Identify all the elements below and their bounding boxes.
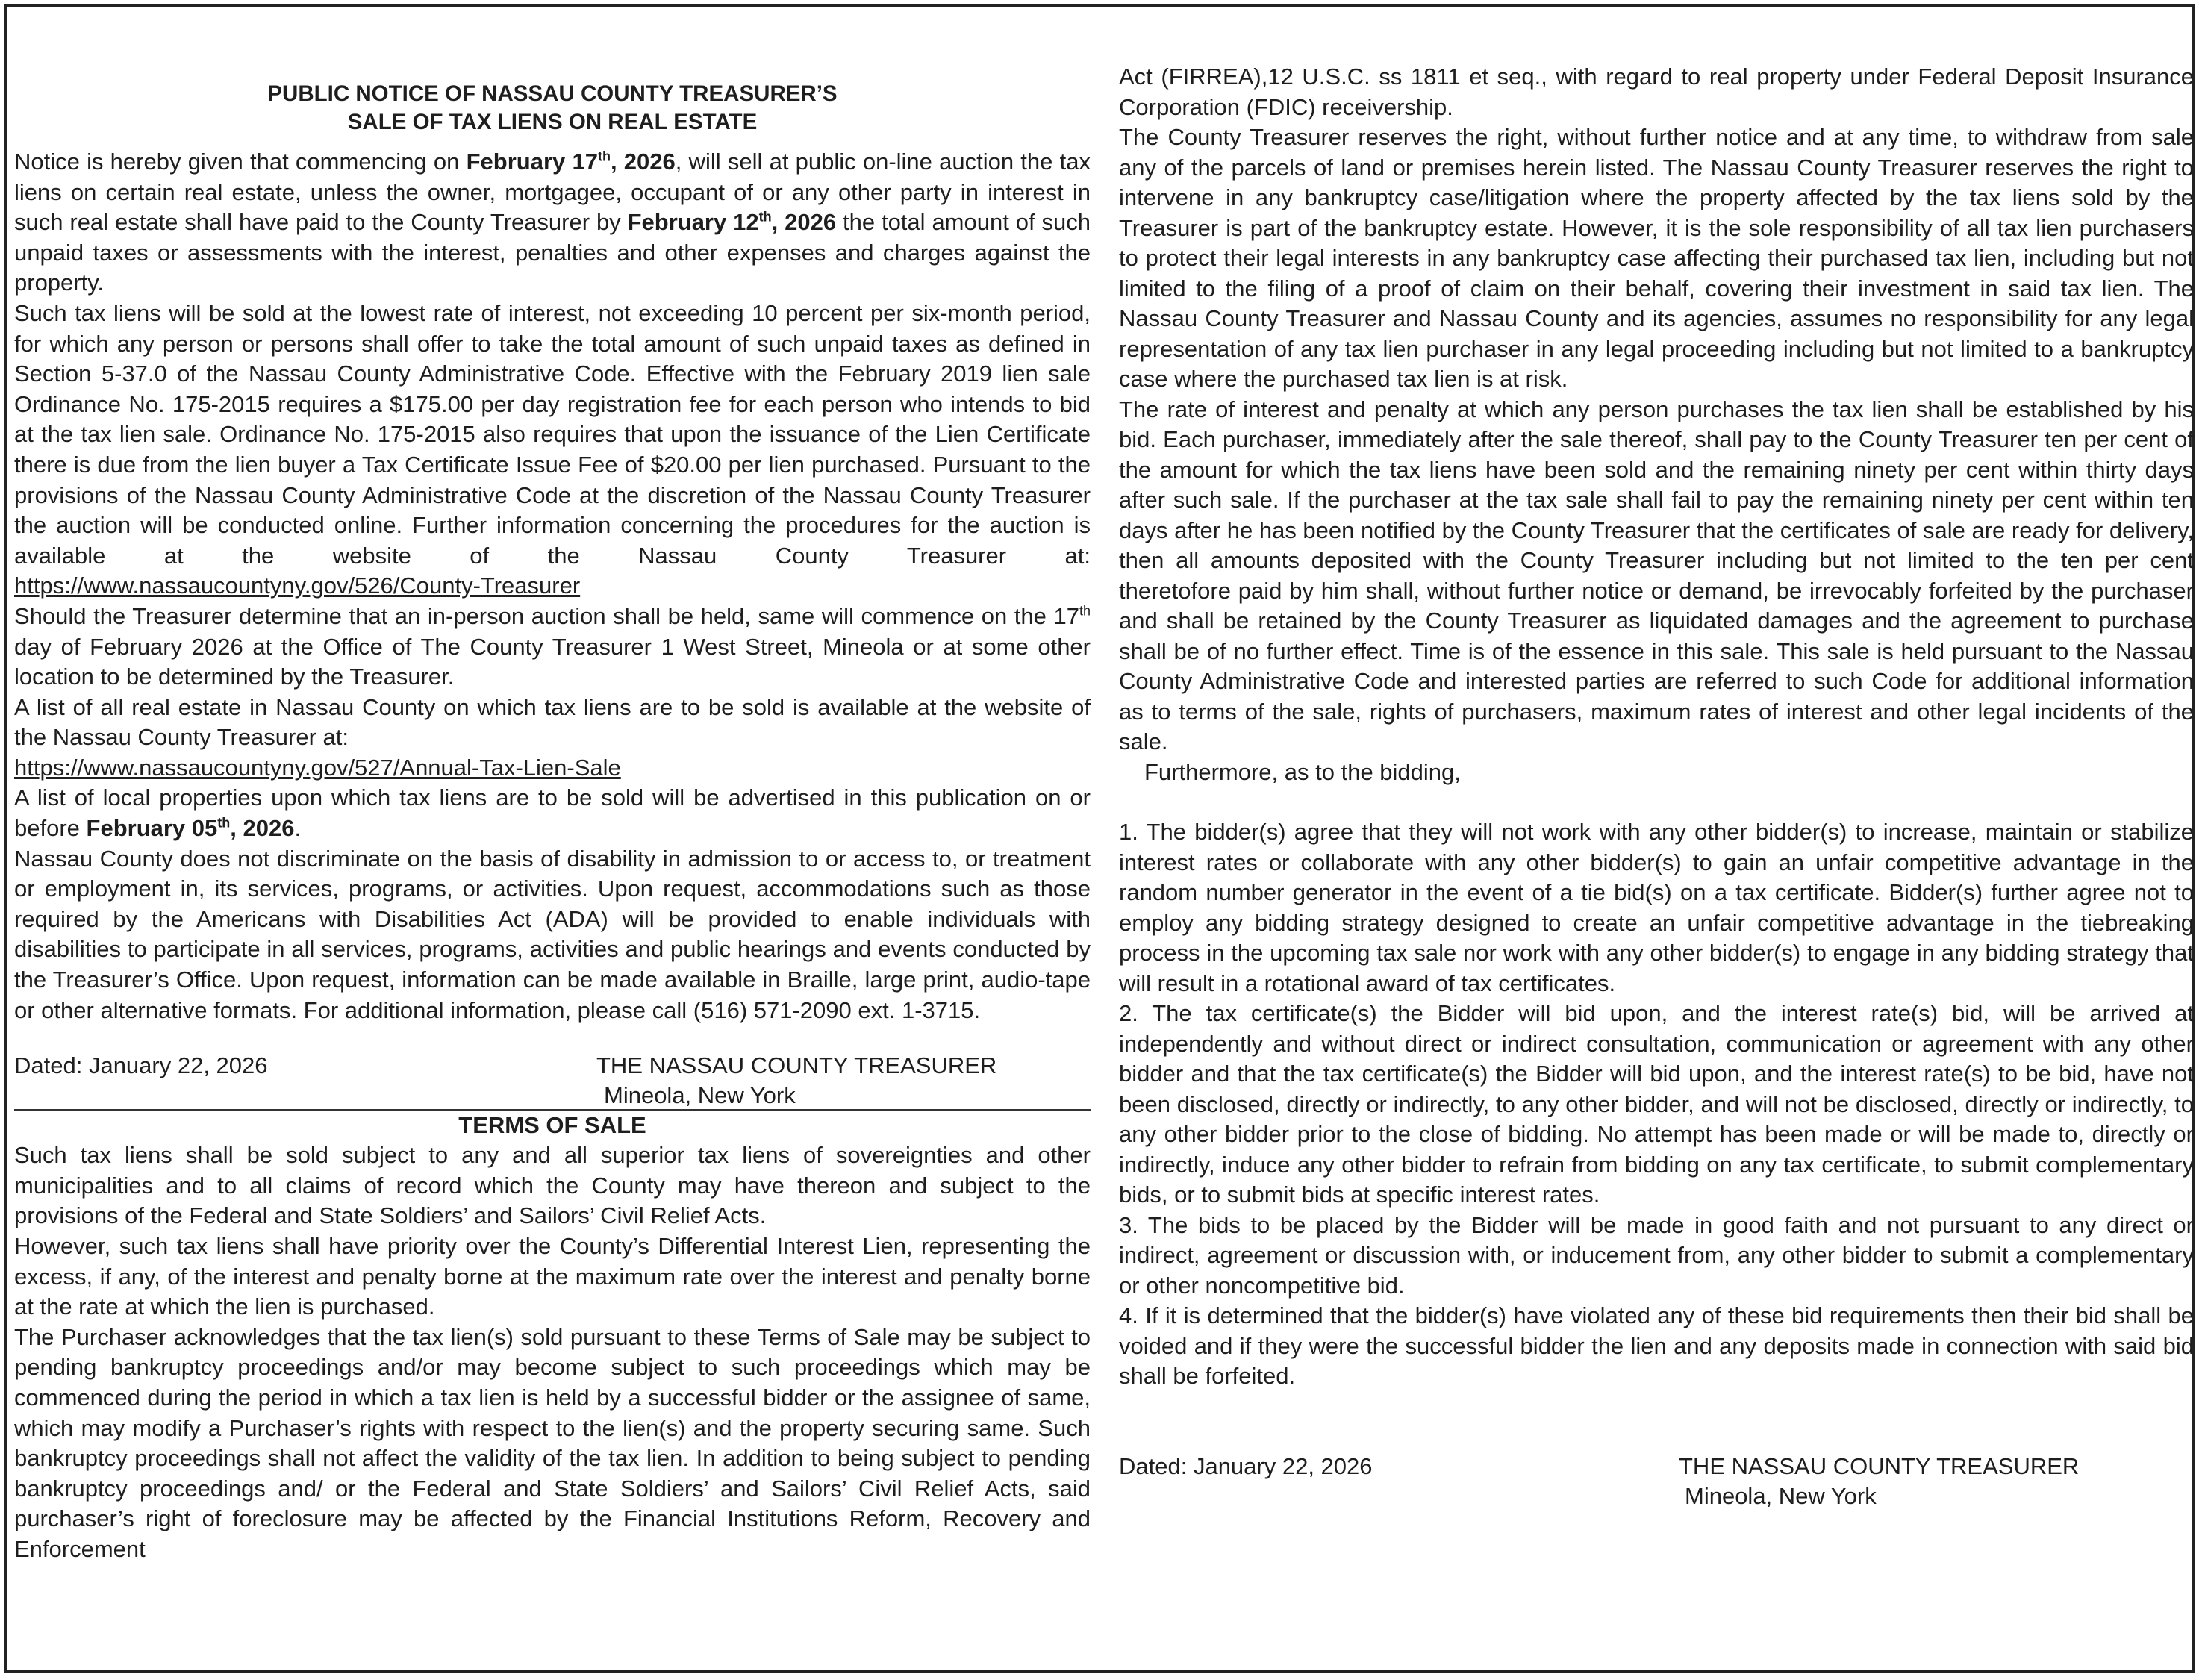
right-paragraph-rate: The rate of interest and penalty at which any person purchases the tax lien shall be established by his bid. Each purchaser, immediately after the sale thereof, shall pay to the County Treasurer ten per cent of the amount for which the tax liens have been sold and the remaining ninety per cent within thirty days after such sale. If the purchaser at the tax sale shall fail to pay the remaining ninety per cent within ten days after he has been notified by the County Treasurer that the certificates of sale are ready for delivery, then all amounts deposited with the County Treasurer including but not limited to the ten per cent theretofore paid by him shall, without further notice or demand, be irrevocably forfeited by the purchaser and shall be retained by the County Treasurer as liquidated damages and the agreement to purchase shall be of no further effect. Time is of the essence in this sale. This sale is held pursuant to the Nassau County Administrative Code and interested parties are referred to such Code for additional information as to terms of the sale, rights of purchasers, maximum rates of interest and other legal incidents of the sale. <box>1119 396 2194 755</box>
right-paragraph-withdraw: The County Treasurer reserves the right, without further notice and at any time, to withdraw from sale any of the parcels of land or premises herein listed. The Nassau County Treasurer reserves the right to intervene in any bankruptcy case/litigation where the property affected by the tax liens sold by the Treasurer is part of the bankruptcy estate. However, it is the sole responsibility of all tax lien purchasers to protect their legal interests in any bankruptcy case affecting their purchased tax lien, including but not limited to the filing of a proof of claim on their behalf, covering their investment in said tax lien. The Nassau County Treasurer and Nassau County and its agencies, assumes no responsibility for any legal representation of any tax lien purchaser in any legal proceeding including but not limited to a bankruptcy case where the purchased tax lien is at risk. <box>1119 124 2194 392</box>
paragraph-local-list: A list of local properties upon which tax liens are to be sold will be advertised in this publication on or before February 05th, 2026. <box>14 784 1091 842</box>
paragraph-interest-rate: Such tax liens will be sold at the lowest rate of interest, not exceeding 10 percent per six-month period, for which any person or persons shall offer to take the total amount of such unpaid taxes as defined in Section 5-37.0 of the Nassau County Administrative Code. Effective with the February 2019 lien sale Ordinance No. 175-2015 requires a $175.00 per day registration fee for each person who intends to bid at the tax lien sale. Ordinance No. 175-2015 also requires that upon the issuance of the Lien Certificate there is due from the lien buyer a Tax Certificate Issue Fee of $20.00 per lien purchased. Pursuant to the provisions of the Nassau County Administrative Code at the discretion of the Nassau County Treasurer the auction will be conducted online. Further information concerning the procedures for the auction is available at the website of the Nassau County Treasurer at: https://www.nassaucountyny.gov/526/County-Treasurer <box>14 299 1091 599</box>
title-line-2: SALE OF TAX LIENS ON REAL ESTATE <box>347 110 758 134</box>
terms-paragraph-3: The Purchaser acknowledges that the tax lien(s) sold pursuant to these Terms of Sale may be subject to pending bankruptcy proceedings and/or may become subject to such proceedings which may be commenced during the period in which a tax lien is held by a successful bidder or the assignee of same, which may modify a Purchaser’s rights with respect to the lien(s) and the property securing same. Such bankruptcy proceedings shall not affect the validity of the tax lien. In addition to being subject to pending bankruptcy proceedings and/ or the Federal and State Soldiers’ and Sailors’ Civil Relief Acts, said purchaser’s right of foreclosure may be affected by the Financial Institutions Reform, Recovery and Enforcement <box>14 1323 1091 1562</box>
signature-location: Mineola, New York <box>604 1082 796 1109</box>
signature-date: Dated: January 22, 2026 <box>14 1052 268 1079</box>
signature-name: THE NASSAU COUNTY TREASURER <box>596 1052 997 1079</box>
tax-lien-sale-link[interactable]: https://www.nassaucountyny.gov/527/Annual-Tax-Lien-Sale <box>14 754 621 781</box>
paragraph-commencing: Notice is hereby given that commencing on February 17th, 2026, will sell at public on-line auction the tax liens on certain real estate, unless the owner, mortgagee, occupant of or any other party in interest in such real estate shall have paid to the County Treasurer by February 12th, 2026 the total amount of such unpaid taxes or assessments with the interest, penalties and other expenses and charges against the property. <box>14 149 1091 296</box>
notice-frame <box>4 4 2195 1673</box>
signature-block-right <box>1119 1452 2194 1514</box>
bidding-item-3: 3. The bids to be placed by the Bidder will be made in good faith and not pursuant to any direct or indirect, agreement or discussion with, or inducement from, any other bidder to submit a complementary or other noncompetitive bid. <box>1119 1211 2194 1299</box>
right-column <box>1119 62 2194 1514</box>
right-paragraph-firrea: Act (FIRREA),12 U.S.C. ss 1811 et seq., with regard to real property under Federal Deposit Insurance Corporation (FDIC) receivership. <box>1119 63 2194 120</box>
bidding-item-2: 2. The tax certificate(s) the Bidder will bid upon, and the interest rate(s) bid, will be arrived at independently and without direct or indirect consultation, communication or agreement with any other bidder and that the tax certificate(s) the Bidder will bid upon, and the interest rate(s) to be bid, have not been disclosed, directly or indirectly, to any other bidder, and will not be disclosed, directly or indirectly, to any other bidder prior to the close of bidding. No attempt has been made or will be made to, directly or indirectly, induce any other bidder to refrain from bidding on any tax certificate, to submit complementary bids, or to submit bids at specific interest rates. <box>1119 1000 2194 1208</box>
paragraph-ada: Nassau County does not discriminate on the basis of disability in admission to or access to, or treatment or employment in, its services, programs, or activities. Upon request, accommodations such as those required by the Americans with Disabilities Act (ADA) will be provided to enable individuals with disabilities to participate in all services, programs, activities and public hearings and events conducted by the Treasurer’s Office. Upon request, information can be made available in Braille, large print, audio-tape or other alternative formats. For additional information, please call (516) 571-2090 ext. 1-3715. <box>14 845 1091 1023</box>
paragraph-list-all: A list of all real estate in Nassau County on which tax liens are to be sold is available at the website of the Nassau County Treasurer at: https://www.nassaucountyny.gov/527/Annual-Tax-Lien-Sale <box>14 693 1091 781</box>
left-column <box>14 7 1091 1565</box>
terms-paragraph-2: However, such tax liens shall have priority over the County’s Differential Interest Lien, representing the excess, if any, of the interest and penalty borne at the maximum rate over the interest and penalty borne at the rate at which the lien is purchased. <box>14 1233 1091 1320</box>
paragraph-in-person: Should the Treasurer determine that an in-person auction shall be held, same will commence on the 17th day of February 2026 at the Office of The County Treasurer 1 West Street, Mineola or at some other location to be determined by the Treasurer. <box>14 602 1091 690</box>
signature-location: Mineola, New York <box>1685 1482 1877 1509</box>
title-line-1: PUBLIC NOTICE OF NASSAU COUNTY TREASURER’S <box>267 81 838 106</box>
terms-paragraph-1: Such tax liens shall be sold subject to any and all superior tax liens of sovereignties and other municipalities and to all claims of record which the County may have thereon and subject to the provisions of the Federal and State Soldiers’ and Sailors’ Civil Relief Acts. <box>14 1142 1091 1229</box>
signature-date: Dated: January 22, 2026 <box>1119 1452 1373 1479</box>
terms-heading: TERMS OF SALE <box>458 1112 646 1139</box>
notice-title <box>14 80 1091 137</box>
right-paragraph-furthermore: Furthermore, as to the bidding, <box>1144 758 1461 785</box>
signature-block-left <box>14 1051 1091 1114</box>
bidding-item-1: 1. The bidder(s) agree that they will not work with any other bidder(s) to increase, maintain or stabilize interest rates or collaborate with any other bidder(s) to gain an unfair competitive advantage in the random number generator in the event of a tie bid(s) on a tax certificate. Bidder(s) further agree not to employ any bidding strategy designed to create an unfair competitive advantage in the tiebreaking process in the upcoming tax sale nor work with any other bidder(s) to engage in any bidding strategy that will result in a rotational award of tax certificates. <box>1119 819 2194 996</box>
signature-name: THE NASSAU COUNTY TREASURER <box>1679 1452 2080 1479</box>
treasurer-website-link[interactable]: https://www.nassaucountyny.gov/526/County-Treasurer <box>14 572 581 599</box>
bidding-item-4: 4. If it is determined that the bidder(s) have violated any of these bid requirements then their bid shall be voided and if they were the successful bidder the lien and any deposits made in connection with said bid shall be forfeited. <box>1119 1302 2194 1389</box>
